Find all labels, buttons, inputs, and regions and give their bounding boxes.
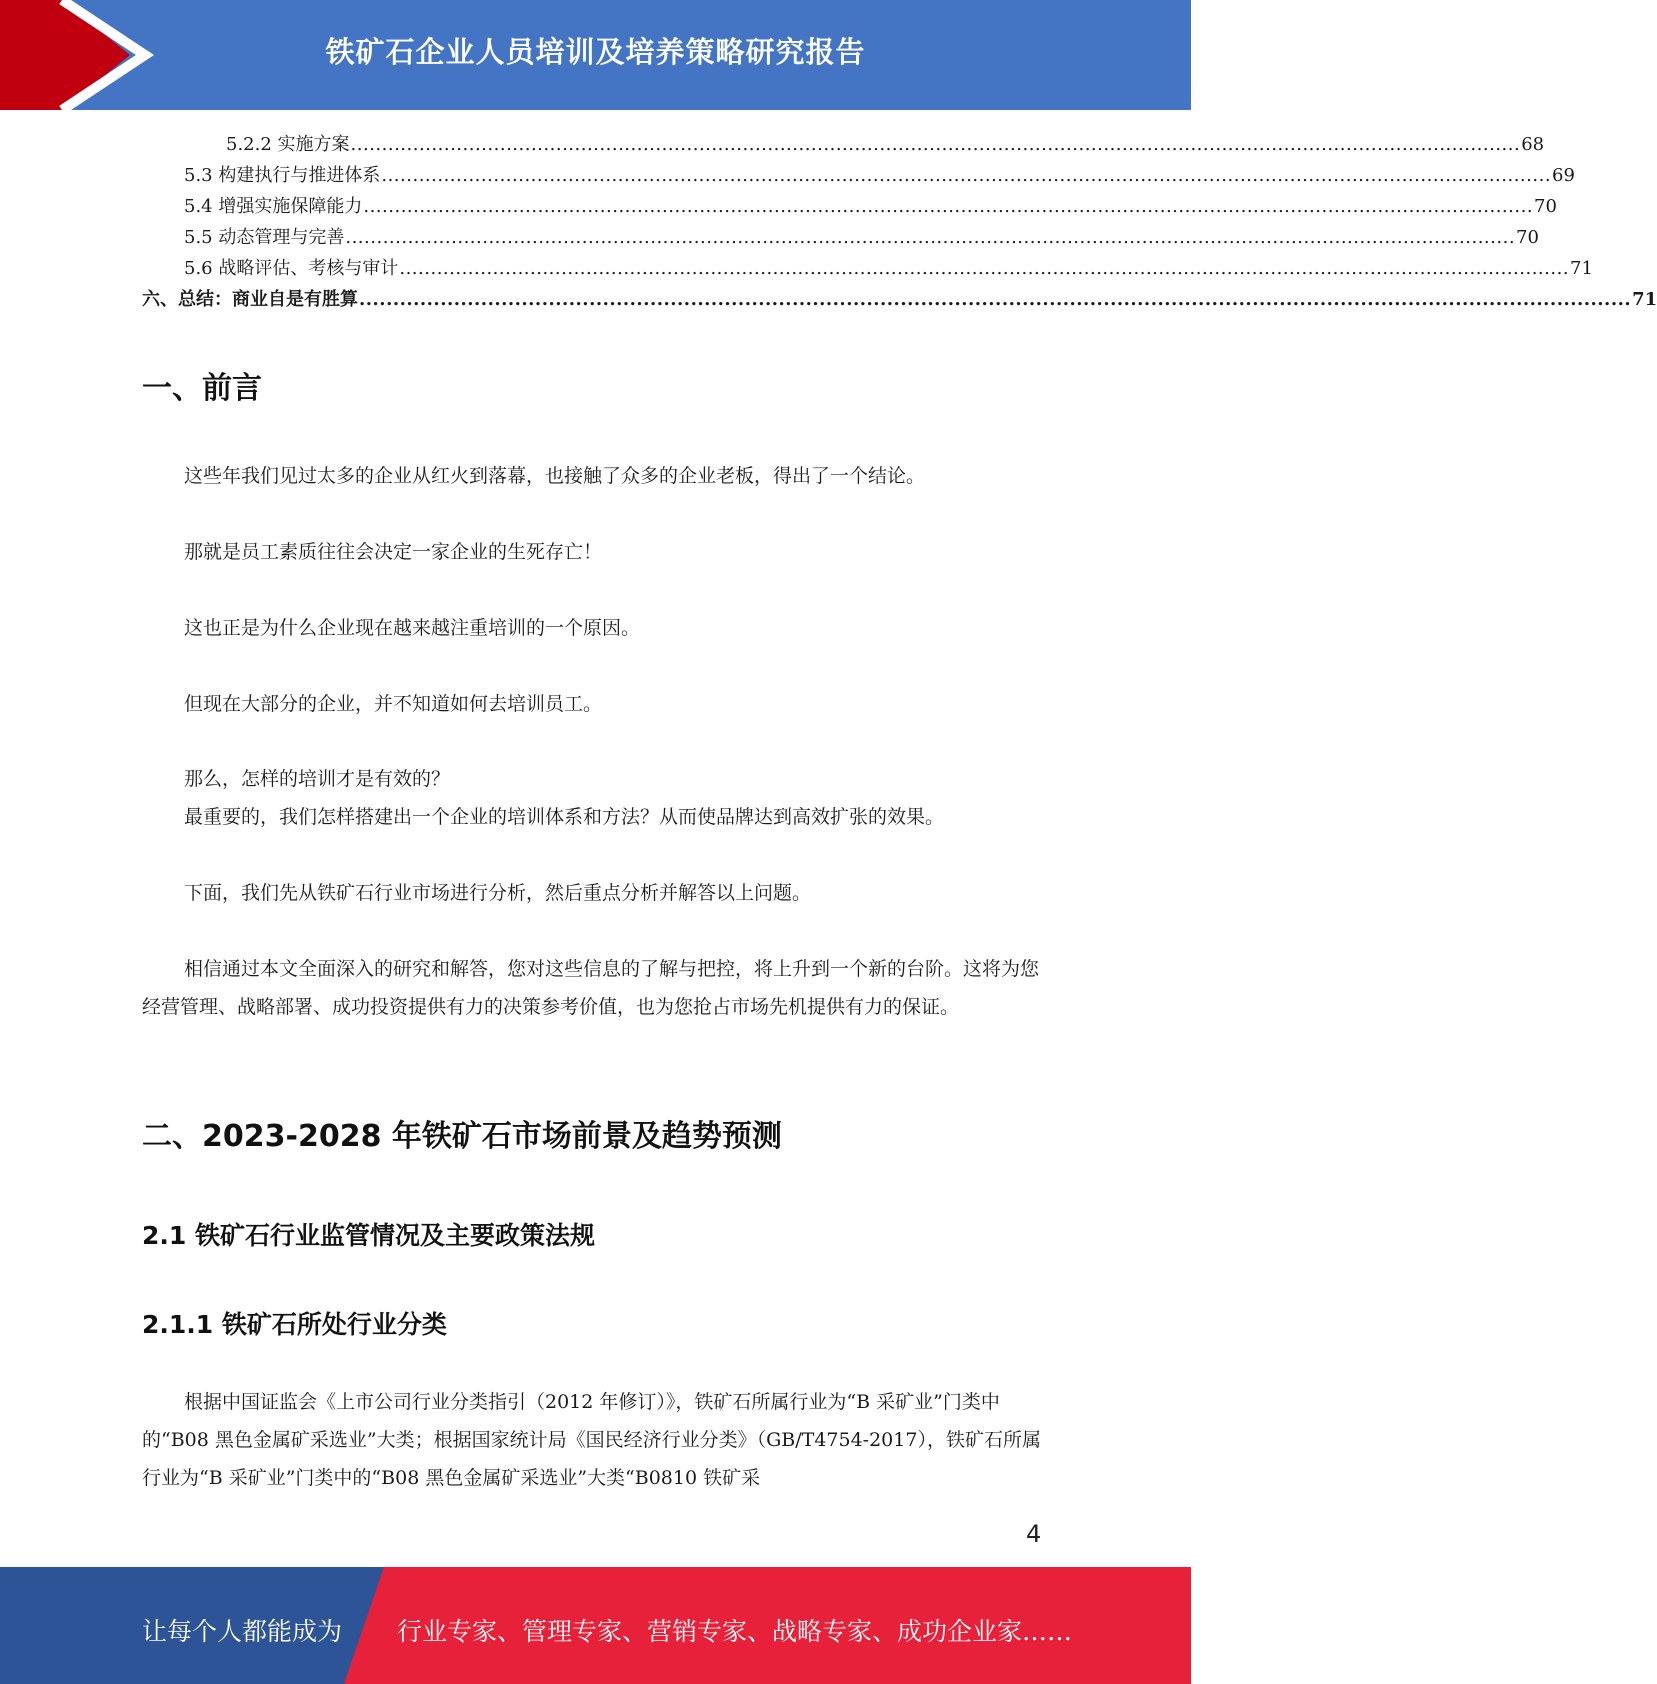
body-paragraph: 根据中国证监会《上市公司行业分类指引（2012 年修订）》，铁矿石所属行业为“B 采矿业”门类中的“B08 黑色金属矿采选业”大类；根据国家统计局《国民经济行业分类》（GB/T4754-2017），铁矿石所属行业为“B 采矿业”门类中的“B08 黑色金属矿采选业”大类“B0810 铁矿采 bbox=[142, 1391, 1041, 1489]
page-number: 4 bbox=[1026, 1520, 1042, 1548]
toc-entry-label: 5.4 增强实施保障能力 bbox=[184, 196, 363, 217]
header-title: 铁矿石企业人员培训及培养策略研究报告 bbox=[325, 35, 866, 69]
toc-entry[interactable] bbox=[142, 192, 1557, 223]
toc-leader-dots: ............................................................................................................................................................................................ bbox=[381, 165, 1552, 186]
header-band bbox=[0, 0, 1191, 110]
table-of-contents bbox=[142, 130, 1657, 316]
footer-band bbox=[0, 1567, 1191, 1684]
toc-entry-page: 70 bbox=[1516, 227, 1539, 248]
toc-entry[interactable] bbox=[142, 130, 1545, 161]
footer-slogan-left: 让每个人都能成为 bbox=[142, 1617, 343, 1646]
toc-entry-label: 5.3 构建执行与推进体系 bbox=[184, 165, 381, 186]
subsubsection-heading-classification: 2.1.1 铁矿石所处行业分类 bbox=[142, 1310, 447, 1339]
body-paragraph: 最重要的，我们怎样搭建出一个企业的培训体系和方法？从而使品牌达到高效扩张的效果。 bbox=[184, 806, 945, 828]
toc-leader-dots: ............................................................................................................................................................................................ bbox=[345, 227, 1516, 248]
section-heading-preface: 一、前言 bbox=[142, 371, 262, 406]
toc-entry-label: 5.2.2 实施方案 bbox=[226, 134, 350, 155]
body-paragraph: 这些年我们见过太多的企业从红火到落幕，也接触了众多的企业老板，得出了一个结论。 bbox=[184, 465, 926, 487]
toc-entry[interactable] bbox=[142, 223, 1539, 254]
toc-leader-dots: ............................................................................................................................................................................................ bbox=[350, 134, 1521, 155]
section-heading-market-outlook: 二、2023-2028 年铁矿石市场前景及趋势预测 bbox=[142, 1119, 782, 1154]
footer-slogan-right: 行业专家、管理专家、营销专家、战略专家、成功企业家…… bbox=[397, 1617, 1073, 1646]
toc-entry-label: 5.5 动态管理与完善 bbox=[184, 227, 345, 248]
toc-entry-page: 68 bbox=[1521, 134, 1545, 155]
body-paragraph: 那就是员工素质往往会决定一家企业的生死存亡！ bbox=[184, 541, 603, 563]
toc-entry-page: 70 bbox=[1534, 196, 1557, 217]
toc-entry[interactable] bbox=[142, 254, 1593, 285]
toc-leader-dots: ............................................................................................................................................................................................ bbox=[359, 289, 1632, 310]
toc-entry-label: 5.6 战略评估、考核与审计 bbox=[184, 258, 399, 279]
toc-entry-page: 71 bbox=[1632, 289, 1657, 310]
body-paragraph: 但现在大部分的企业，并不知道如何去培训员工。 bbox=[184, 693, 603, 715]
toc-entry-label: 六、总结：商业自是有胜算 bbox=[142, 289, 358, 310]
body-paragraph: 那么，怎样的培训才是有效的？ bbox=[184, 768, 451, 790]
toc-entry-page: 71 bbox=[1570, 258, 1593, 279]
toc-entry[interactable] bbox=[142, 285, 1657, 316]
body-paragraph: 下面，我们先从铁矿石行业市场进行分析，然后重点分析并解答以上问题。 bbox=[184, 882, 812, 904]
toc-leader-dots: ............................................................................................................................................................................................ bbox=[363, 196, 1534, 217]
toc-leader-dots: ............................................................................................................................................................................................ bbox=[399, 258, 1570, 279]
body-paragraph: 相信通过本文全面深入的研究和解答，您对这些信息的了解与把控，将上升到一个新的台阶。这将为您经营管理、战略部署、成功投资提供有力的决策参考价值，也为您抢占市场先机提供有力的保证。 bbox=[142, 958, 1040, 1018]
toc-entry[interactable] bbox=[142, 161, 1575, 192]
body-paragraph: 这也正是为什么企业现在越来越注重培训的一个原因。 bbox=[184, 617, 641, 639]
subsection-heading-regulation: 2.1 铁矿石行业监管情况及主要政策法规 bbox=[142, 1221, 595, 1250]
toc-entry-page: 69 bbox=[1552, 165, 1575, 186]
